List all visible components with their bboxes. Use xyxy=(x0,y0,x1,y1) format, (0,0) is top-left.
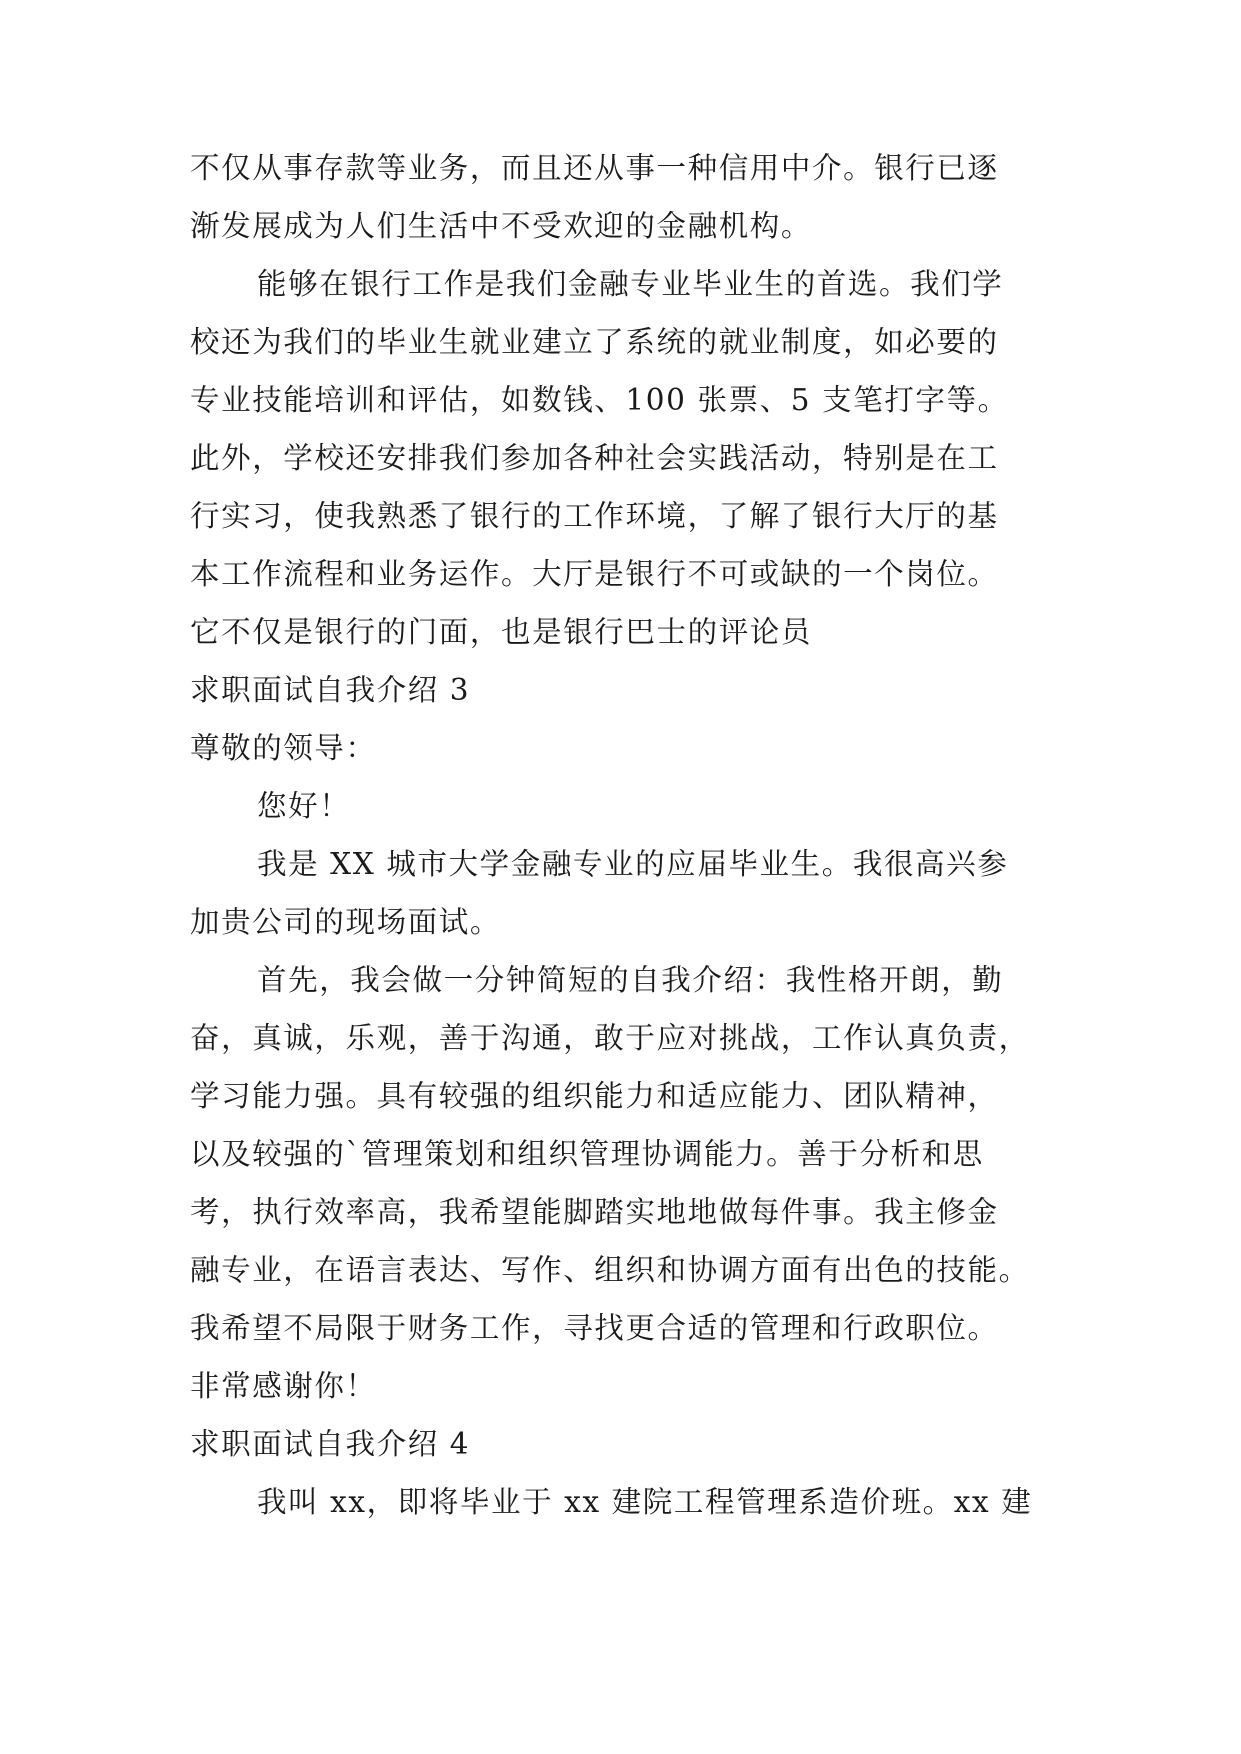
body-text-line: 此外，学校还安排我们参加各种社会实践活动，特别是在工 xyxy=(190,441,999,475)
body-text-line: 行实习，使我熟悉了银行的工作环境，了解了银行大厅的基 xyxy=(190,499,999,533)
body-text-line: 奋，真诚，乐观，善于沟通，敢于应对挑战，工作认真负责， xyxy=(190,1021,1030,1055)
section-heading: 求职面试自我介绍 3 xyxy=(190,673,471,707)
body-text-line: 不仅从事存款等业务，而且还从事一种信用中介。银行已逐 xyxy=(190,151,999,185)
greeting: 您好！ xyxy=(257,789,351,823)
body-text-line: 考，执行效率高，我希望能脚踏实地地做每件事。我主修金 xyxy=(190,1195,999,1229)
paragraph-first-line: 能够在银行工作是我们金融专业毕业生的首选。我们学 xyxy=(257,267,1004,301)
closing-line: 非常感谢你！ xyxy=(190,1369,377,1403)
body-text-line: 本工作流程和业务运作。大厅是银行不可或缺的一个岗位。 xyxy=(190,557,999,591)
body-text-line: 校还为我们的毕业生就业建立了系统的就业制度，如必要的 xyxy=(190,325,999,359)
body-text-line: 以及较强的`管理策划和组织管理协调能力。善于分析和思 xyxy=(190,1137,984,1171)
salutation: 尊敬的领导： xyxy=(190,731,377,765)
body-text-line: 学习能力强。具有较强的组织能力和适应能力、团队精神， xyxy=(190,1079,999,1113)
body-text-line: 它不仅是银行的门面，也是银行巴士的评论员 xyxy=(190,615,813,649)
body-text-line: 加贵公司的现场面试。 xyxy=(190,905,502,939)
paragraph-first-line: 我叫 xx，即将毕业于 xx 建院工程管理系造价班。xx 建 xyxy=(257,1485,1033,1519)
body-text-line: 渐发展成为人们生活中不受欢迎的金融机构。 xyxy=(190,209,813,243)
section-heading: 求职面试自我介绍 4 xyxy=(190,1427,471,1461)
paragraph-first-line: 首先，我会做一分钟简短的自我介绍：我性格开朗，勤 xyxy=(257,963,1004,997)
body-text-line: 融专业，在语言表达、写作、组织和协调方面有出色的技能。 xyxy=(190,1253,1030,1287)
body-text-line: 我希望不局限于财务工作，寻找更合适的管理和行政职位。 xyxy=(190,1311,999,1345)
body-text-line: 专业技能培训和评估，如数钱、100 张票、5 支笔打字等。 xyxy=(190,383,1009,417)
paragraph-first-line: 我是 XX 城市大学金融专业的应届毕业生。我很高兴参 xyxy=(257,847,1009,881)
